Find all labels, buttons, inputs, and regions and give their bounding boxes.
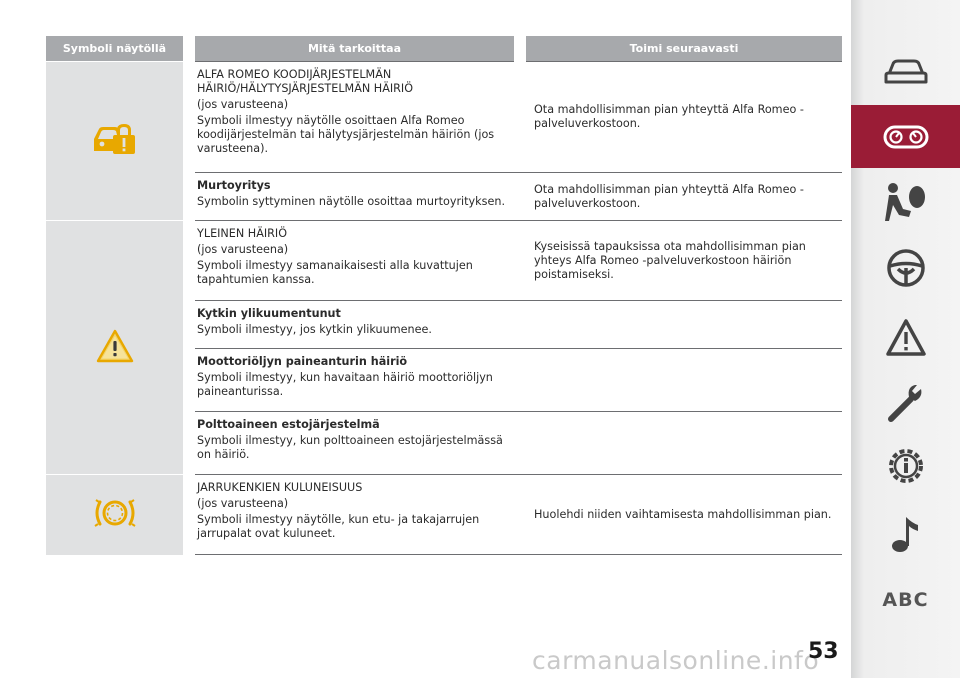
general-warning-triangle-icon — [96, 329, 134, 363]
watermark: carmanualsonline.info — [532, 646, 820, 675]
row-title: YLEINEN HÄIRIÖ — [197, 227, 288, 240]
steering-wheel-icon — [885, 247, 927, 289]
page-number: 53 — [808, 639, 839, 664]
info-gear-icon — [884, 444, 928, 488]
row-text: Symboli ilmestyy, jos kytkin ylikuumenee. — [197, 323, 432, 336]
action-cell — [520, 412, 842, 475]
row-title: Murtoyritys — [197, 179, 271, 192]
chapter-sidebar — [851, 0, 960, 678]
symbol-cell-code-alarm — [46, 62, 189, 221]
action-cell — [520, 349, 842, 412]
action-cell — [520, 301, 842, 349]
action-cell: Ota mahdollisimman pian yhteyttä Alfa Romeo -palveluverkostoon. — [520, 173, 842, 221]
description-cell — [189, 412, 520, 475]
table-row — [46, 475, 842, 555]
sidebar-item-vehicle[interactable] — [851, 45, 960, 97]
warning-icon — [885, 318, 927, 358]
header-action: Toimi seuraavasti — [520, 36, 842, 62]
row-title: Kytkin ylikuumentunut — [197, 307, 341, 320]
description-cell — [189, 301, 520, 349]
row-text: Symboli ilmestyy näytölle, kun etu- ja takajarrujen jarrupalat ovat kuluneet. — [197, 513, 480, 540]
row-note: (jos varusteena) — [197, 98, 289, 111]
row-title: Moottoriöljyn paineanturin häiriö — [197, 355, 408, 368]
sidebar-abc-label: ABC — [882, 589, 929, 611]
action-cell: Huolehdi niiden vaihtamisesta mahdollisimman pian. — [520, 475, 842, 555]
description-cell — [189, 62, 520, 173]
brake-pad-wear-icon — [92, 496, 138, 530]
row-text: Symboli ilmestyy samanaikaisesti alla kuvattujen tapahtumien kanssa. — [197, 259, 473, 286]
table-header-row — [46, 36, 842, 62]
car-lock-warning-icon — [91, 121, 139, 157]
row-note: (jos varusteena) — [197, 243, 289, 256]
description-cell — [189, 173, 520, 221]
header-symbol: Symboli näytöllä — [46, 36, 189, 62]
dashboard-icon — [883, 124, 929, 150]
row-title: JARRUKENKIEN KULUNEISUUS — [197, 481, 363, 494]
car-icon — [883, 56, 929, 86]
header-meaning: Mitä tarkoittaa — [189, 36, 520, 62]
row-title: ALFA ROMEO KOODIJÄRJESTELMÄN HÄIRIÖ/HÄLYTYSJÄRJESTELMÄN HÄIRIÖ — [197, 68, 414, 95]
row-text: Symbolin syttyminen näytölle osoittaa murtoyrityksen. — [197, 195, 506, 208]
sidebar-item-safety[interactable] — [851, 176, 960, 228]
sidebar-item-dashboard[interactable] — [851, 105, 960, 168]
row-text: Symboli ilmestyy näytölle osoittaen Alfa Romeo koodijärjestelmän tai hälytysjärjestelmän häiriön (jos varusteena). — [197, 114, 495, 155]
sidebar-item-maintenance[interactable] — [851, 376, 960, 428]
wrench-icon — [885, 381, 927, 423]
description-cell — [189, 221, 520, 301]
music-note-icon — [888, 513, 924, 555]
symbol-cell-brake-pads — [46, 475, 189, 555]
symbol-cell-general-fault — [46, 221, 189, 475]
row-note: (jos varusteena) — [197, 497, 289, 510]
sidebar-item-driving[interactable] — [851, 242, 960, 294]
table-row — [46, 62, 842, 173]
symbol-table — [46, 36, 842, 555]
description-cell — [189, 475, 520, 555]
sidebar-item-emergency[interactable] — [851, 312, 960, 364]
sidebar-item-multimedia[interactable] — [851, 508, 960, 560]
row-title: Polttoaineen estojärjestelmä — [197, 418, 380, 431]
sidebar-item-technical-data[interactable] — [851, 440, 960, 492]
airbag-icon — [883, 181, 929, 223]
sidebar-item-index[interactable] — [851, 582, 960, 618]
table-row — [46, 221, 842, 301]
row-text: Symboli ilmestyy, kun polttoaineen estojärjestelmässä on häiriö. — [197, 434, 503, 461]
action-cell: Kyseisissä tapauksissa ota mahdollisimman pian yhteys Alfa Romeo -palveluverkostoon häiriön poistamiseksi. — [520, 221, 842, 301]
description-cell — [189, 349, 520, 412]
row-text: Symboli ilmestyy, kun havaitaan häiriö moottoriöljyn paineanturissa. — [197, 371, 493, 398]
action-cell: Ota mahdollisimman pian yhteyttä Alfa Romeo -palveluverkostoon. — [520, 62, 842, 173]
